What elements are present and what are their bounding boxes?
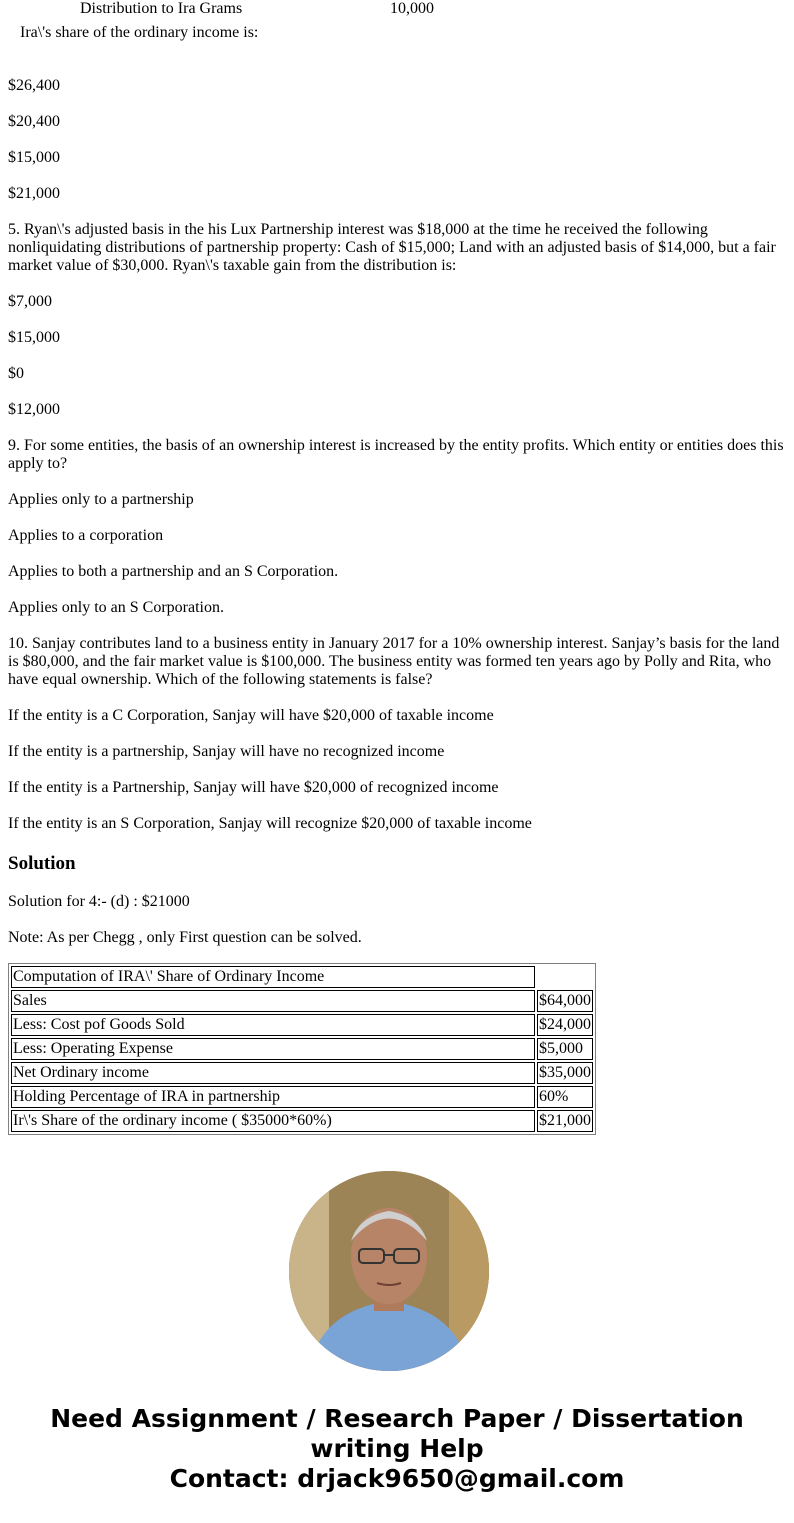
q4-prompt: Ira\'s share of the ordinary income is: <box>20 24 259 41</box>
computation-table <box>8 963 596 1135</box>
row-label: Less: Cost pof Goods Sold <box>11 1014 535 1036</box>
solution-heading: Solution <box>8 853 76 874</box>
q9-option: Applies only to an S Corporation. <box>8 599 224 616</box>
content <box>8 59 786 1371</box>
q9-option: Applies to a corporation <box>8 527 164 544</box>
q9-option: Applies only to a partnership <box>8 491 194 508</box>
q10-prompt: 10. Sanjay contributes land to a business entity in January 2017 for a 10% ownership interest. Sanjay’s basis for the land is $80,000, and the fair market value is $100,000. The business entity was formed ten years ago by Polly and Rita, who have equal ownership. Which of the following statements is false? <box>8 635 780 688</box>
q5-option: $12,000 <box>8 401 60 418</box>
footer-line: Need Assignment / Research Paper / Dissertation <box>50 1404 744 1433</box>
q9-option: Applies to both a partnership and an S Corporation. <box>8 563 339 580</box>
table-row <box>11 966 593 988</box>
row-value: $21,000 <box>537 1110 593 1132</box>
row-value: $64,000 <box>537 990 593 1012</box>
table-row <box>11 990 593 1012</box>
q10-option: If the entity is a C Corporation, Sanjay will have $20,000 of taxable income <box>8 707 494 724</box>
footer-line: writing Help <box>310 1434 484 1463</box>
q10-option: If the entity is a partnership, Sanjay will have no recognized income <box>8 743 445 760</box>
row-value: $5,000 <box>537 1038 593 1060</box>
q4-option: $21,000 <box>8 185 60 202</box>
row-value: $35,000 <box>537 1062 593 1084</box>
row-label: Net Ordinary income <box>11 1062 535 1084</box>
q4-option: $26,400 <box>8 77 60 94</box>
row-label: Sales <box>11 990 535 1012</box>
row-value: 60% <box>537 1086 593 1108</box>
row-value: $24,000 <box>537 1014 593 1036</box>
top-row-label: Distribution to Ira Grams <box>80 0 243 17</box>
q9-prompt: 9. For some entities, the basis of an ownership interest is increased by the entity profits. Which entity or entities does this apply to? <box>8 437 784 472</box>
q10-option: If the entity is an S Corporation, Sanjay will recognize $20,000 of taxable income <box>8 815 532 832</box>
contact-footer <box>0 1404 794 1494</box>
author-avatar <box>289 1171 489 1371</box>
table-row <box>11 1062 593 1084</box>
q4-option: $15,000 <box>8 149 60 166</box>
table-row <box>11 1086 593 1108</box>
q10-option: If the entity is a Partnership, Sanjay will have $20,000 of recognized income <box>8 779 499 796</box>
top-row <box>0 0 794 18</box>
q5-option: $7,000 <box>8 293 52 310</box>
row-label: Ir\'s Share of the ordinary income ( $35000*60%) <box>11 1110 535 1132</box>
solution-answer: Solution for 4:- (d) : $21000 <box>8 893 190 910</box>
person-photo-icon <box>289 1171 489 1371</box>
table-row <box>11 1110 593 1132</box>
table-row <box>11 1014 593 1036</box>
footer-contact: Contact: drjack9650@gmail.com <box>169 1464 625 1493</box>
table-title: Computation of IRA\' Share of Ordinary Income <box>11 966 535 988</box>
row-label: Holding Percentage of IRA in partnership <box>11 1086 535 1108</box>
q5-prompt: 5. Ryan\'s adjusted basis in the his Lux Partnership interest was $18,000 at the time he received the following nonliquidating distributions of partnership property: Cash of $15,000; Land with an adjusted basis of $14,000, but a fair market value of $30,000. Ryan\'s taxable gain from the distribution is: <box>8 221 776 274</box>
q4-option: $20,400 <box>8 113 60 130</box>
top-row-value: 10,000 <box>390 0 434 17</box>
q5-option: $0 <box>8 365 24 382</box>
solution-note: Note: As per Chegg , only First question can be solved. <box>8 929 362 946</box>
q5-option: $15,000 <box>8 329 60 346</box>
row-label: Less: Operating Expense <box>11 1038 535 1060</box>
table-row <box>11 1038 593 1060</box>
